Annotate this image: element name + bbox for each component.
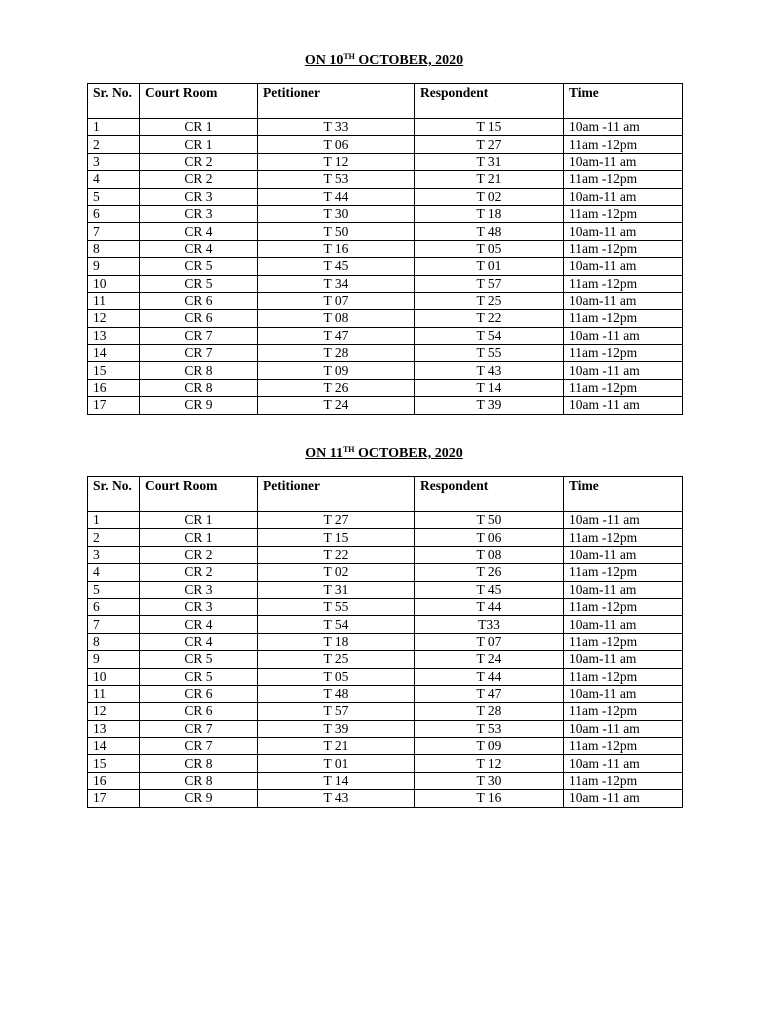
cell-court-room: CR 7	[140, 720, 258, 737]
cell-time: 11am -12pm	[564, 240, 683, 257]
cell-petitioner: T 48	[258, 685, 415, 702]
header-time: Time	[564, 477, 683, 512]
cell-petitioner: T 12	[258, 153, 415, 170]
cell-court-room: CR 7	[140, 345, 258, 362]
header-sr-no: Sr. No.	[88, 477, 140, 512]
cell-petitioner: T 31	[258, 581, 415, 598]
cell-respondent: T 48	[415, 223, 564, 240]
title-text: ON 11	[305, 446, 343, 461]
cell-court-room: CR 3	[140, 188, 258, 205]
cell-sr-no: 3	[88, 546, 140, 563]
table-header-row	[88, 84, 683, 119]
table-row	[88, 546, 683, 563]
cell-time: 11am -12pm	[564, 529, 683, 546]
cell-respondent: T 16	[415, 790, 564, 807]
cell-time: 10am -11 am	[564, 119, 683, 136]
cell-respondent: T 07	[415, 633, 564, 650]
title-text: ON 10	[304, 53, 344, 68]
cell-petitioner: T 21	[258, 738, 415, 755]
table-row	[88, 738, 683, 755]
cell-respondent: T 06	[415, 529, 564, 546]
cell-time: 11am -12pm	[564, 205, 683, 222]
cell-sr-no: 16	[88, 379, 140, 396]
cell-respondent: T 01	[415, 258, 564, 275]
cell-time: 11am -12pm	[564, 171, 683, 188]
cell-time: 11am -12pm	[564, 564, 683, 581]
cell-sr-no: 13	[88, 720, 140, 737]
cell-sr-no: 8	[88, 240, 140, 257]
cell-respondent: T 18	[415, 205, 564, 222]
cell-sr-no: 4	[88, 564, 140, 581]
cell-time: 11am -12pm	[564, 379, 683, 396]
cell-sr-no: 11	[88, 292, 140, 309]
cell-petitioner: T 02	[258, 564, 415, 581]
cell-petitioner: T 09	[258, 362, 415, 379]
title-ordinal-suffix: TH	[342, 445, 355, 454]
cell-sr-no: 7	[88, 223, 140, 240]
cell-petitioner: T 18	[258, 633, 415, 650]
table-row	[88, 292, 683, 309]
cell-petitioner: T 14	[258, 772, 415, 789]
cell-respondent: T 43	[415, 362, 564, 379]
title-text: OCTOBER, 2020	[354, 53, 464, 68]
cell-court-room: CR 2	[140, 171, 258, 188]
table-row	[88, 345, 683, 362]
cell-petitioner: T 57	[258, 703, 415, 720]
table-row	[88, 529, 683, 546]
cell-time: 10am-11 am	[564, 188, 683, 205]
cell-court-room: CR 1	[140, 529, 258, 546]
cell-court-room: CR 5	[140, 651, 258, 668]
cell-petitioner: T 44	[258, 188, 415, 205]
cell-sr-no: 14	[88, 738, 140, 755]
cell-sr-no: 13	[88, 327, 140, 344]
cell-time: 10am-11 am	[564, 685, 683, 702]
title-ordinal-suffix: TH	[343, 52, 355, 61]
cell-court-room: CR 6	[140, 310, 258, 327]
cell-time: 11am -12pm	[564, 345, 683, 362]
cell-court-room: CR 4	[140, 223, 258, 240]
cell-sr-no: 12	[88, 310, 140, 327]
cell-petitioner: T 07	[258, 292, 415, 309]
cell-respondent: T 08	[415, 546, 564, 563]
cell-petitioner: T 54	[258, 616, 415, 633]
table-row	[88, 171, 683, 188]
cell-respondent: T 44	[415, 598, 564, 615]
cell-court-room: CR 4	[140, 240, 258, 257]
table-row	[88, 581, 683, 598]
schedule-table-oct-10	[87, 83, 683, 415]
cell-petitioner: T 53	[258, 171, 415, 188]
cell-sr-no: 2	[88, 529, 140, 546]
table-header-row	[88, 477, 683, 512]
header-respondent: Respondent	[415, 477, 564, 512]
cell-petitioner: T 24	[258, 397, 415, 414]
cell-time: 11am -12pm	[564, 275, 683, 292]
cell-court-room: CR 1	[140, 119, 258, 136]
cell-time: 10am-11 am	[564, 546, 683, 563]
cell-petitioner: T 16	[258, 240, 415, 257]
cell-time: 10am-11 am	[564, 581, 683, 598]
cell-court-room: CR 1	[140, 136, 258, 153]
cell-sr-no: 9	[88, 651, 140, 668]
table-row	[88, 703, 683, 720]
cell-time: 10am -11 am	[564, 790, 683, 807]
cell-petitioner: T 26	[258, 379, 415, 396]
cell-court-room: CR 8	[140, 379, 258, 396]
header-respondent: Respondent	[415, 84, 564, 119]
cell-sr-no: 1	[88, 119, 140, 136]
cell-petitioner: T 28	[258, 345, 415, 362]
table-row	[88, 205, 683, 222]
cell-respondent: T 53	[415, 720, 564, 737]
header-time: Time	[564, 84, 683, 119]
cell-respondent: T 14	[415, 379, 564, 396]
table-row	[88, 327, 683, 344]
cell-sr-no: 15	[88, 362, 140, 379]
cell-respondent: T 39	[415, 397, 564, 414]
table-row	[88, 240, 683, 257]
cell-court-room: CR 5	[140, 258, 258, 275]
cell-respondent: T 02	[415, 188, 564, 205]
cell-court-room: CR 2	[140, 153, 258, 170]
cell-time: 10am -11 am	[564, 327, 683, 344]
title-text: OCTOBER, 2020	[354, 446, 463, 461]
cell-court-room: CR 5	[140, 668, 258, 685]
cell-time: 10am -11 am	[564, 755, 683, 772]
cell-respondent: T33	[415, 616, 564, 633]
cell-court-room: CR 8	[140, 755, 258, 772]
cell-sr-no: 9	[88, 258, 140, 275]
cell-court-room: CR 4	[140, 633, 258, 650]
cell-respondent: T 05	[415, 240, 564, 257]
cell-time: 10am-11 am	[564, 651, 683, 668]
table-row	[88, 362, 683, 379]
table-row	[88, 668, 683, 685]
cell-respondent: T 44	[415, 668, 564, 685]
cell-sr-no: 1	[88, 512, 140, 529]
cell-court-room: CR 6	[140, 685, 258, 702]
cell-sr-no: 10	[88, 275, 140, 292]
cell-court-room: CR 6	[140, 703, 258, 720]
cell-time: 10am -11 am	[564, 512, 683, 529]
cell-petitioner: T 30	[258, 205, 415, 222]
cell-court-room: CR 3	[140, 581, 258, 598]
table-row	[88, 651, 683, 668]
cell-petitioner: T 55	[258, 598, 415, 615]
cell-respondent: T 30	[415, 772, 564, 789]
cell-petitioner: T 01	[258, 755, 415, 772]
header-petitioner: Petitioner	[258, 84, 415, 119]
cell-time: 10am-11 am	[564, 223, 683, 240]
cell-court-room: CR 5	[140, 275, 258, 292]
cell-petitioner: T 47	[258, 327, 415, 344]
header-court-room: Court Room	[140, 477, 258, 512]
cell-respondent: T 47	[415, 685, 564, 702]
cell-petitioner: T 39	[258, 720, 415, 737]
cell-court-room: CR 1	[140, 512, 258, 529]
table-row	[88, 223, 683, 240]
cell-time: 11am -12pm	[564, 668, 683, 685]
cell-sr-no: 5	[88, 581, 140, 598]
cell-sr-no: 17	[88, 790, 140, 807]
cell-petitioner: T 43	[258, 790, 415, 807]
cell-respondent: T 09	[415, 738, 564, 755]
table-row	[88, 275, 683, 292]
table-row	[88, 633, 683, 650]
table-row	[88, 564, 683, 581]
cell-court-room: CR 3	[140, 205, 258, 222]
cell-respondent: T 31	[415, 153, 564, 170]
table-row	[88, 755, 683, 772]
cell-sr-no: 7	[88, 616, 140, 633]
cell-sr-no: 10	[88, 668, 140, 685]
table-row	[88, 790, 683, 807]
cell-time: 10am -11 am	[564, 362, 683, 379]
cell-petitioner: T 34	[258, 275, 415, 292]
cell-respondent: T 28	[415, 703, 564, 720]
table-row	[88, 685, 683, 702]
cell-sr-no: 3	[88, 153, 140, 170]
cell-sr-no: 14	[88, 345, 140, 362]
cell-time: 11am -12pm	[564, 598, 683, 615]
cell-respondent: T 55	[415, 345, 564, 362]
cell-court-room: CR 9	[140, 397, 258, 414]
cell-petitioner: T 25	[258, 651, 415, 668]
cell-time: 11am -12pm	[564, 738, 683, 755]
cell-time: 10am -11 am	[564, 720, 683, 737]
cell-time: 10am-11 am	[564, 258, 683, 275]
cell-sr-no: 4	[88, 171, 140, 188]
table-row	[88, 720, 683, 737]
table-row	[88, 379, 683, 396]
cell-respondent: T 57	[415, 275, 564, 292]
header-court-room: Court Room	[140, 84, 258, 119]
cell-time: 11am -12pm	[564, 633, 683, 650]
cell-sr-no: 15	[88, 755, 140, 772]
cell-time: 10am -11 am	[564, 397, 683, 414]
schedule-title-oct-11	[0, 445, 768, 462]
cell-petitioner: T 33	[258, 119, 415, 136]
cell-court-room: CR 6	[140, 292, 258, 309]
cell-sr-no: 8	[88, 633, 140, 650]
cell-sr-no: 5	[88, 188, 140, 205]
cell-sr-no: 17	[88, 397, 140, 414]
cell-respondent: T 26	[415, 564, 564, 581]
table-row	[88, 258, 683, 275]
cell-time: 11am -12pm	[564, 136, 683, 153]
cell-petitioner: T 05	[258, 668, 415, 685]
cell-sr-no: 11	[88, 685, 140, 702]
cell-respondent: T 45	[415, 581, 564, 598]
cell-time: 11am -12pm	[564, 310, 683, 327]
table-row	[88, 598, 683, 615]
cell-respondent: T 12	[415, 755, 564, 772]
cell-respondent: T 50	[415, 512, 564, 529]
cell-court-room: CR 7	[140, 327, 258, 344]
cell-court-room: CR 2	[140, 546, 258, 563]
cell-respondent: T 24	[415, 651, 564, 668]
cell-sr-no: 6	[88, 205, 140, 222]
schedule-title-oct-10	[0, 52, 768, 69]
cell-sr-no: 2	[88, 136, 140, 153]
table-row	[88, 188, 683, 205]
cell-court-room: CR 8	[140, 772, 258, 789]
table-row	[88, 772, 683, 789]
cell-court-room: CR 4	[140, 616, 258, 633]
cell-court-room: CR 3	[140, 598, 258, 615]
cell-respondent: T 54	[415, 327, 564, 344]
cell-petitioner: T 22	[258, 546, 415, 563]
table-row	[88, 512, 683, 529]
cell-time: 10am-11 am	[564, 153, 683, 170]
cell-petitioner: T 27	[258, 512, 415, 529]
table-row	[88, 397, 683, 414]
header-petitioner: Petitioner	[258, 477, 415, 512]
cell-court-room: CR 8	[140, 362, 258, 379]
cell-time: 11am -12pm	[564, 703, 683, 720]
cell-court-room: CR 9	[140, 790, 258, 807]
cell-court-room: CR 2	[140, 564, 258, 581]
cell-respondent: T 27	[415, 136, 564, 153]
cell-sr-no: 6	[88, 598, 140, 615]
cell-time: 10am-11 am	[564, 292, 683, 309]
cell-time: 11am -12pm	[564, 772, 683, 789]
cell-petitioner: T 45	[258, 258, 415, 275]
table-row	[88, 616, 683, 633]
cell-time: 10am-11 am	[564, 616, 683, 633]
cell-petitioner: T 50	[258, 223, 415, 240]
table-row	[88, 119, 683, 136]
cell-respondent: T 21	[415, 171, 564, 188]
cell-respondent: T 22	[415, 310, 564, 327]
cell-petitioner: T 06	[258, 136, 415, 153]
schedule-table-oct-11	[87, 476, 683, 808]
cell-petitioner: T 08	[258, 310, 415, 327]
table-row	[88, 153, 683, 170]
table-row	[88, 136, 683, 153]
cell-respondent: T 25	[415, 292, 564, 309]
table-row	[88, 310, 683, 327]
cell-court-room: CR 7	[140, 738, 258, 755]
cell-petitioner: T 15	[258, 529, 415, 546]
cell-sr-no: 12	[88, 703, 140, 720]
header-sr-no: Sr. No.	[88, 84, 140, 119]
cell-respondent: T 15	[415, 119, 564, 136]
cell-sr-no: 16	[88, 772, 140, 789]
